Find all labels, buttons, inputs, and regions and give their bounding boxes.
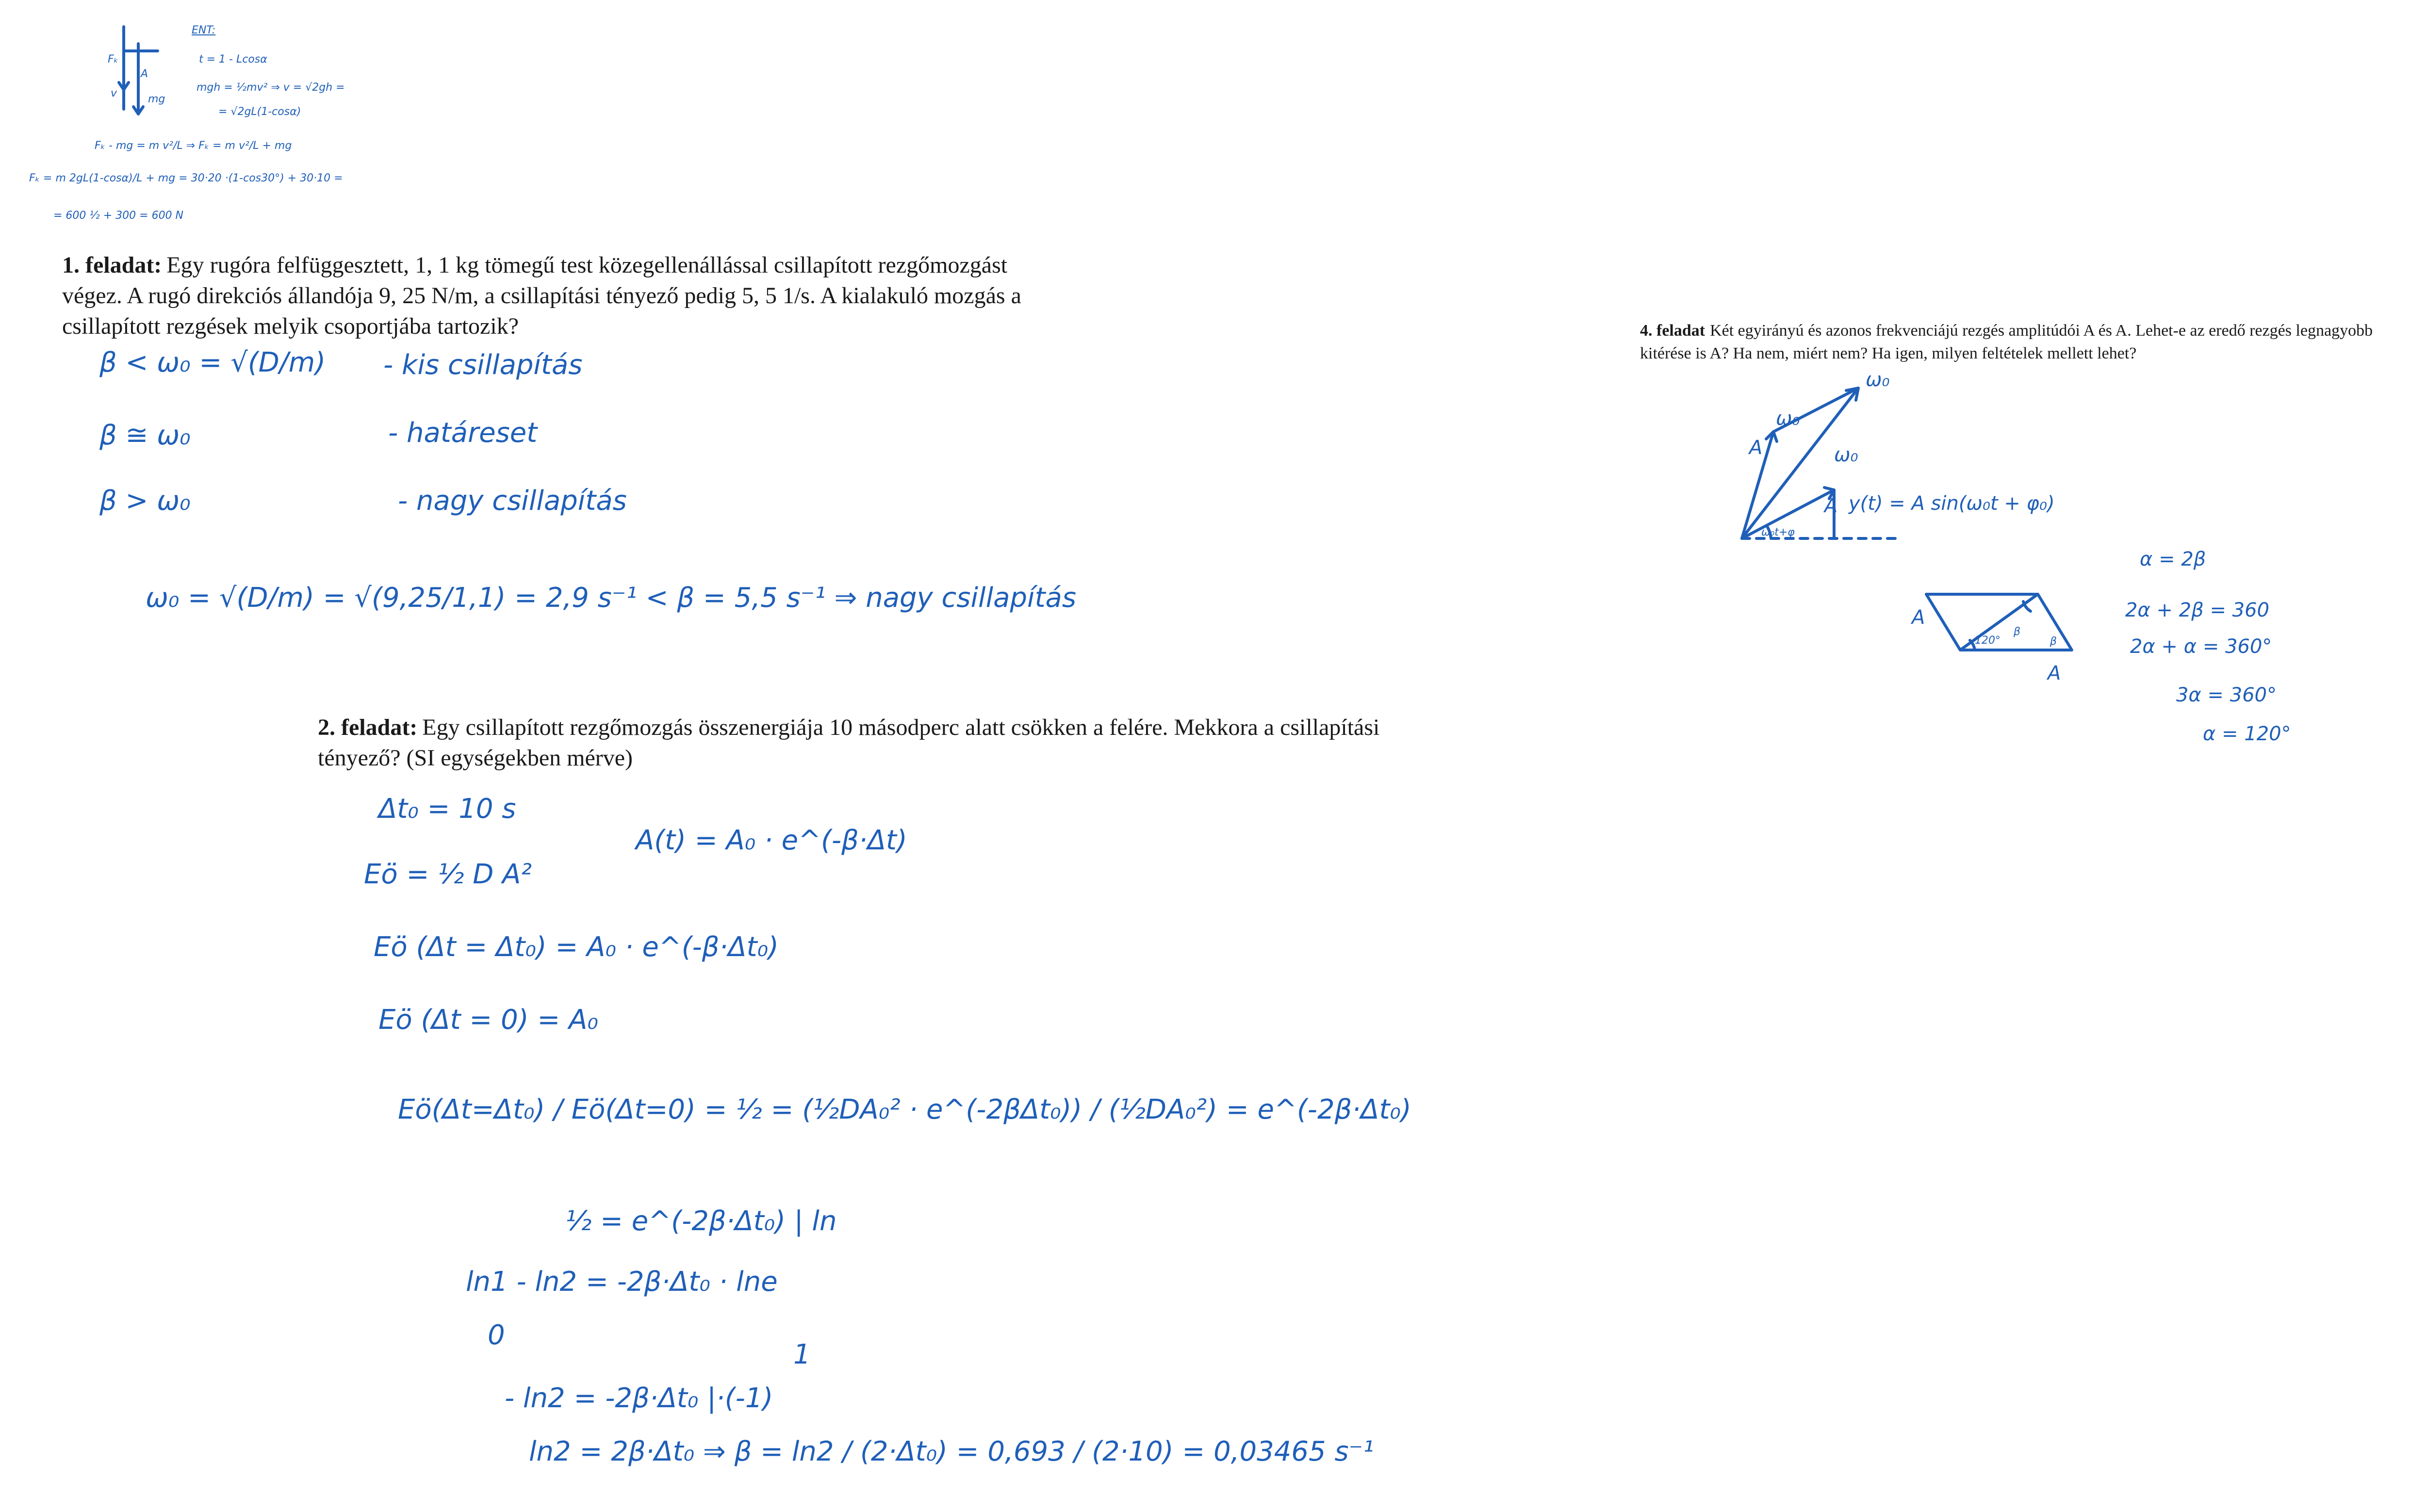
phasor-phase-label: ω₀t+φ bbox=[1761, 526, 1795, 538]
task1-text: Egy rugóra felfüggesztett, 1, 1 kg tömegű test közegellenállással csillapított rezgőmozgást végez. A rugó direkciós állandója 9, 25 N/m, a csillapítási tényező pedig 5, 5 1/s. A kialakuló mozgás a csillapított rezgések melyik csoportjába tartozik? bbox=[62, 252, 1021, 339]
task2-line-8: - ln2 = -2β·Δt₀ |·(-1) bbox=[505, 1382, 773, 1414]
notes-line-5: Fₖ = m 2gL(1-cosα)/L + mg = 30·20 ·(1-cos30°) + 30·10 = bbox=[29, 172, 343, 184]
task2-statement bbox=[318, 712, 1385, 773]
notes-line-2: mgh = ½mv² ⇒ v = √2gh = bbox=[197, 81, 345, 94]
task2-heading: 2. feladat: bbox=[318, 715, 418, 740]
sketch-label-v: v bbox=[111, 87, 117, 99]
task2-text: Egy csillapított rezgőmozgás összenergiája 10 másodperc alatt csökken a felére. Mekkora a csillapítási tényező? (SI egységekben mérve) bbox=[318, 715, 1380, 771]
notes-line-4: Fₖ - mg = m v²/L ⇒ Fₖ = m v²/L + mg bbox=[95, 140, 292, 152]
task1-row3-right: - nagy csillapítás bbox=[398, 485, 627, 517]
task2-line-1b: A(t) = A₀ · e^(-β·Δt) bbox=[636, 825, 907, 856]
rhombus-label-left: A bbox=[1912, 606, 1925, 629]
rhombus-sketch bbox=[1921, 587, 2082, 665]
task4-text: Két egyirányú és azonos frekvenciájú rezgés amplitúdói A és A. Lehet-e az eredő rezgés legnagyobb kitérése is A? Ha nem, miért nem? Ha igen, milyen feltételek mellett lehet? bbox=[1640, 322, 2373, 362]
phasor-omega-left: ω₀ bbox=[1776, 407, 1800, 430]
phasor-omega-mid: ω₀ bbox=[1834, 444, 1858, 466]
task2-line-2: Eö = ½ D A² bbox=[364, 859, 532, 890]
task1-row2-right: - határeset bbox=[388, 417, 538, 449]
task1-row2-left: β ≅ ω₀ bbox=[99, 420, 191, 451]
sketch-label-fk: Fₖ bbox=[108, 53, 119, 65]
task4-eq-3: 2α + α = 360° bbox=[2130, 635, 2272, 658]
task1-row1-left: β < ω₀ = √(D/m) bbox=[99, 347, 326, 378]
task2-line-4: Eö (Δt = 0) = A₀ bbox=[378, 1004, 598, 1036]
task1-statement bbox=[62, 250, 1062, 341]
task1-heading: 1. feladat: bbox=[62, 252, 162, 278]
task1-final-line: ω₀ = √(D/m) = √(9,25/1,1) = 2,9 s⁻¹ < β = 5,5 s⁻¹ ⇒ nagy csillapítás bbox=[146, 582, 1077, 614]
notes-line-1: t = 1 - Lcosα bbox=[199, 53, 267, 65]
task1-row3-left: β > ω₀ bbox=[99, 485, 191, 517]
task4-eq-1: α = 2β bbox=[2140, 548, 2206, 570]
task4-eq-4: 3α = 360° bbox=[2176, 684, 2277, 706]
task2-line-3: Eö (Δt = Δt₀) = A₀ · e^(-β·Δt₀) bbox=[374, 931, 779, 963]
rhombus-beta-1: β bbox=[2014, 626, 2021, 638]
phasor-formula: y(t) = A sin(ω₀t + φ₀) bbox=[1849, 492, 2055, 515]
notes-line-6: = 600 ½ + 300 = 600 N bbox=[53, 210, 184, 222]
rhombus-label-bottom: A bbox=[2048, 662, 2061, 684]
notes-ent-label: ENT: bbox=[192, 24, 216, 36]
task2-line-7-under-left: 0 bbox=[488, 1319, 505, 1351]
phasor-label-a1: A bbox=[1749, 437, 1763, 459]
task2-line-1: Δt₀ = 10 s bbox=[378, 793, 516, 825]
task4-heading: 4. feladat bbox=[1640, 322, 1705, 340]
task4-eq-5: α = 120° bbox=[2203, 723, 2291, 745]
task2-line-5: Eö(Δt=Δt₀) / Eö(Δt=0) = ½ = (½DA₀² · e^(-2βΔt₀)) / (½DA₀²) = e^(-2β·Δt₀) bbox=[398, 1094, 1411, 1125]
task2-line-7-under-right: 1 bbox=[793, 1339, 811, 1370]
task2-line-7: ln1 - ln2 = -2β·Δt₀ · lne bbox=[466, 1266, 778, 1298]
sketch-label-mg: mg bbox=[148, 93, 165, 105]
rhombus-beta-2: β bbox=[2050, 635, 2057, 648]
task2-line-6: ½ = e^(-2β·Δt₀) | ln bbox=[565, 1205, 837, 1237]
notes-line-3: = √2gL(1-cosα) bbox=[218, 106, 301, 118]
task4-statement bbox=[1640, 319, 2402, 365]
phasor-omega-top: ω₀ bbox=[1866, 369, 1890, 391]
rhombus-angle-label: 120° bbox=[1975, 634, 2000, 647]
task4-eq-2: 2α + 2β = 360 bbox=[2125, 599, 2270, 621]
task2-line-9: ln2 = 2β·Δt₀ ⇒ β = ln2 / (2·Δt₀) = 0,693 / (2·10) = 0,03465 s⁻¹ bbox=[529, 1436, 1374, 1467]
phasor-label-a2: A bbox=[1824, 495, 1838, 517]
sketch-label-a: A bbox=[141, 68, 148, 80]
task1-row1-right: - kis csillapítás bbox=[383, 349, 583, 381]
